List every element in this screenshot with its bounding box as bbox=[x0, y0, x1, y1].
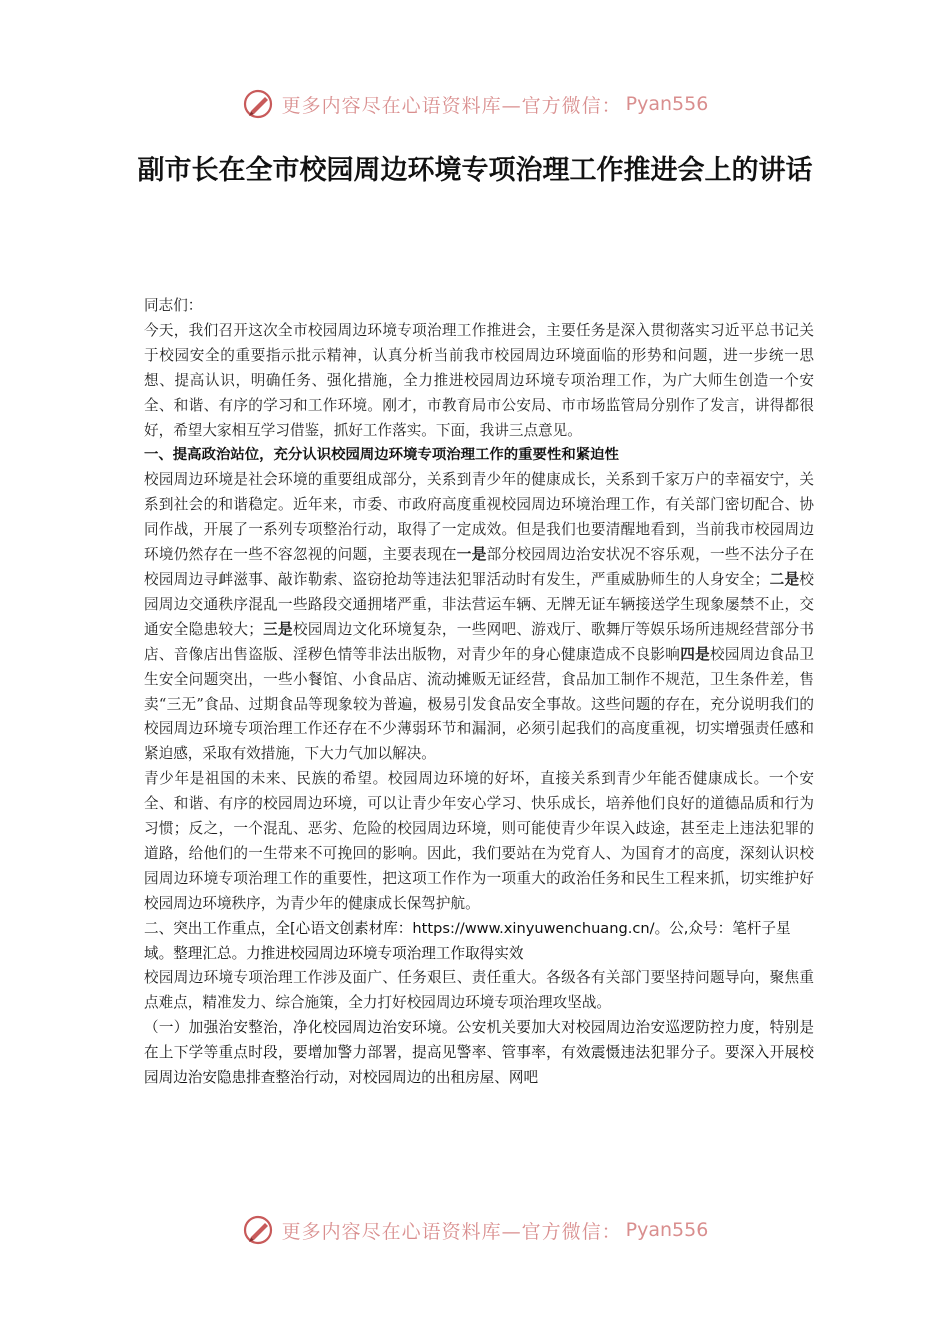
pen-logo-icon bbox=[242, 87, 276, 121]
intro-paragraph: 今天，我们召开这次全市校园周边环境专项治理工作推进会，主要任务是深入贯彻落实习近平总书记关于校园安全的重要指示批示精神，认真分析当前我市校园周边环境面临的形势和问题，进一步统一思想、提高认识，明确任务、强化措施，全力推进校园周边环境专项治理工作，为广大师生创造一个安全、和谐、有序的学习和工作环境。刚才，市教育局市公安局、市市场监管局分别作了发言，讲得都很好，希望大家相互学习借鉴，抓好工作落实。下面，我讲三点意见。 bbox=[144, 321, 814, 439]
salutation: 同志们： bbox=[144, 297, 203, 314]
watermark-handle: Pyan556 bbox=[625, 1219, 709, 1241]
watermark-text: 更多内容尽在心语资料库—官方微信： bbox=[281, 1220, 622, 1243]
keyword-fourth: 四是 bbox=[680, 645, 711, 663]
section-2-item-1: （一）加强治安整治，净化校园周边治安环境。公安机关要加大对校园周边治安巡逻防控力度，特别是在上下学等重点时段，要增加警力部署，提高见警率、管事率，有效震慑违法犯罪分子。要深入开展校园周边治安隐患排查整治行动，对校园周边的出租房屋、网吧 bbox=[144, 1019, 814, 1087]
section-2-paragraph-1: 校园周边环境专项治理工作涉及面广、任务艰巨、责任重大。各级各有关部门要坚持问题导向，聚焦重点难点，精准发力、综合施策，全力打好校园周边环境专项治理攻坚战。 bbox=[144, 969, 814, 1012]
watermark-banner-bottom bbox=[0, 1210, 950, 1250]
watermark-banner-top bbox=[0, 84, 950, 124]
section-2-heading: 二、突出工作重点，全[心语文创素材库：https://www.xinyuwenchuang.cn/。公,众号：笔杆子星域。整理汇总。力推进校园周边环境专项治理工作取得实效 bbox=[144, 919, 791, 962]
section-1-paragraph-2: 青少年是祖国的未来、民族的希望。校园周边环境的好坏，直接关系到青少年能否健康成长。一个安全、和谐、有序的校园周边环境，可以让青少年安心学习、快乐成长，培养他们良好的道德品质和行为习惯；反之，一个混乱、恶劣、危险的校园周边环境，则可能使青少年误入歧途，甚至走上违法犯罪的道路，给他们的一生带来不可挽回的影响。因此，我们要站在为党育人、为国育才的高度，深刻认识校园周边环境专项治理工作的重要性，把这项工作作为一项重大的政治任务和民生工程来抓，切实维护好校园周边环境秩序，为青少年的健康成长保驾护航。 bbox=[144, 770, 814, 912]
pen-logo-icon bbox=[242, 1213, 276, 1247]
document-body bbox=[144, 294, 814, 1091]
watermark-text: 更多内容尽在心语资料库—官方微信： bbox=[281, 94, 622, 117]
keyword-second: 二是 bbox=[769, 570, 800, 588]
section-1-paragraph-1: 校园周边环境是社会环境的重要组成部分，关系到青少年的健康成长，关系到千家万户的幸福安宁，关系到社会的和谐稳定。近年来，市委、市政府高度重视校园周边环境治理工作，有关部门密切配合、协同作战，开展了一系列专项整治行动，取得了一定成效。但是我们也要清醒地看到，当前我市校园周边环境仍然存在一些不容忽视的问题，主要表现在一是部分校园周边治安状况不容乐观，一些不法分子在校园周边寻衅滋事、敲诈勒索、盗窃抢劫等违法犯罪活动时有发生，严重威胁师生的人身安全；二是校园周边交通秩序混乱一些路段交通拥堵严重，非法营运车辆、无牌无证车辆接送学生现象屡禁不止，交通安全隐患较大；三是校园周边文化环境复杂，一些网吧、游戏厅、歌舞厅等娱乐场所违规经营部分书店、音像店出售盗版、淫秽色情等非法出版物，对青少年的身心健康造成不良影响四是校园周边食品卫生安全问题突出，一些小餐馆、小食品店、流动摊贩无证经营，食品加工制作不规范，卫生条件差，售卖“三无”食品、过期食品等现象较为普遍，极易引发食品安全事故。这些问题的存在，充分说明我们的校园周边环境专项治理工作还存在不少薄弱环节和漏洞，必须引起我们的高度重视，切实增强责任感和紧迫感，采取有效措施，下大力气加以解决。 bbox=[144, 471, 814, 763]
keyword-first: 一是 bbox=[456, 546, 487, 564]
keyword-third: 三是 bbox=[262, 620, 293, 638]
section-1-heading: 一、提高政治站位，充分认识校园周边环境专项治理工作的重要性和紧迫性 bbox=[144, 447, 619, 464]
document-title: 副市长在全市校园周边环境专项治理工作推进会上的讲话 bbox=[137, 155, 813, 186]
watermark-handle: Pyan556 bbox=[625, 93, 709, 115]
